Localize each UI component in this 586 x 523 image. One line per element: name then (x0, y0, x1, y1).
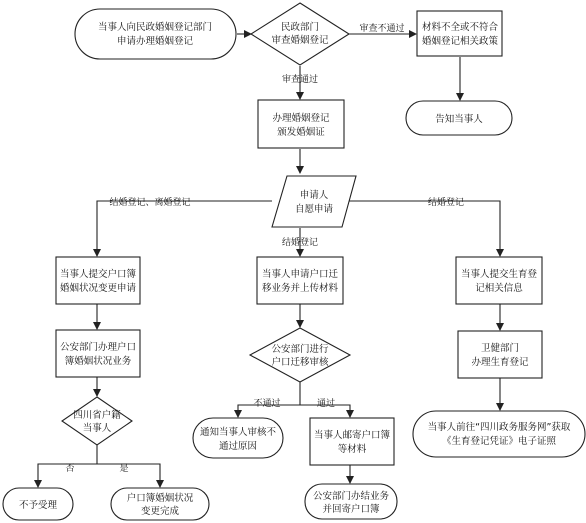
node-notify-party-text: 告知当事人 (435, 114, 483, 125)
label-not-pass: 不通过 (253, 399, 281, 409)
node-start (75, 9, 236, 59)
label-pass: 通过 (316, 399, 336, 409)
edge-to-submit-birth (329, 201, 500, 256)
node-get-cert (413, 411, 585, 457)
node-change-done-line2: 变更完成 (140, 506, 180, 517)
node-materials-line1: 材料不全或不符合 (421, 22, 499, 33)
node-mail-book-line2: 等材料 (337, 444, 367, 455)
node-return-book-line1: 公安部门办结业务 (312, 491, 390, 502)
node-materials-line2: 婚姻登记相关政策 (421, 36, 499, 47)
node-police-decision-line1: 公安部门进行 (271, 344, 329, 355)
node-voluntary-line2: 自愿申请 (294, 204, 334, 215)
node-police-handle-line2: 簿婚姻状况业务 (64, 356, 132, 367)
node-review-line1: 民政部门 (280, 22, 320, 33)
node-police-decision (250, 328, 350, 382)
node-not-accept-text: 不予受理 (18, 500, 58, 511)
node-apply-move-line2: 移业务并上传材料 (261, 283, 339, 294)
node-police-handle-line1: 公安部门办理户口 (59, 342, 137, 353)
node-submit-birth-line1: 当事人提交生育登 (460, 269, 538, 280)
label-review-fail: 审查不通过 (359, 24, 405, 34)
node-health-birth-line2: 办理生育登记 (471, 357, 529, 368)
node-health-birth-line1: 卫健部门 (480, 343, 520, 354)
node-voluntary (272, 176, 356, 227)
node-submit-change-line2: 婚姻状况变更申请 (59, 283, 137, 294)
node-do-marriage (258, 100, 344, 148)
node-submit-change-line1: 当事人提交户口簿 (59, 269, 137, 280)
node-materials-bad (417, 11, 502, 56)
node-mail-book (310, 418, 394, 465)
node-submit-birth-line2: 记相关信息 (475, 283, 523, 294)
node-notify-party (406, 101, 512, 135)
node-do-marriage-line1: 办理婚姻登记 (272, 113, 330, 124)
node-health-birth (458, 331, 542, 378)
node-police-decision-line2: 户口迁移审核 (271, 357, 329, 368)
label-marriage-right: 结婚登记 (427, 198, 465, 208)
node-notify-reject-line2: 通过原因 (218, 441, 258, 452)
node-review-decision (251, 3, 349, 65)
edge-labels (65, 22, 464, 474)
node-notify-reject (193, 418, 283, 458)
node-police-handle (56, 330, 140, 377)
label-no: 否 (65, 464, 75, 474)
node-sichuan-decision (62, 397, 132, 445)
node-submit-birth (456, 257, 542, 304)
node-do-marriage-line2: 颁发婚姻证 (277, 127, 325, 138)
node-change-done (111, 488, 209, 520)
node-start-line2: 申请办理婚姻登记 (116, 36, 194, 47)
node-sichuan-line1: 四川省户籍 (73, 410, 121, 421)
label-yes: 是 (119, 464, 129, 474)
node-review-line2: 审查婚姻登记 (271, 35, 329, 46)
node-return-book-line2: 并回寄户口簿 (322, 504, 380, 515)
node-get-cert-line1: 当事人前往“四川政务服务网”获取 (427, 422, 571, 433)
node-voluntary-line1: 申请人 (299, 190, 329, 201)
node-submit-change (56, 257, 140, 304)
node-change-done-line1: 户口簿婚姻状况 (126, 493, 194, 504)
node-start-line1: 当事人向民政婚姻登记部门 (97, 22, 213, 33)
node-apply-move (257, 257, 343, 304)
node-return-book (305, 484, 397, 519)
label-review-pass: 审查通过 (281, 75, 319, 85)
edge-to-submit-change (97, 201, 272, 256)
node-mail-book-line1: 当事人邮寄户口簿 (313, 430, 391, 441)
node-not-accept (3, 488, 73, 520)
node-get-cert-line2: 《生育登记凭证》电子证照 (441, 436, 557, 447)
node-sichuan-line2: 当事人 (82, 423, 112, 434)
node-notify-reject-line1: 通知当事人审核不 (199, 427, 277, 438)
label-marriage-mid: 结婚登记 (281, 238, 319, 248)
node-apply-move-line1: 当事人申请户口迁 (261, 269, 339, 280)
label-marriage-divorce: 结婚登记、离婚登记 (109, 198, 191, 208)
